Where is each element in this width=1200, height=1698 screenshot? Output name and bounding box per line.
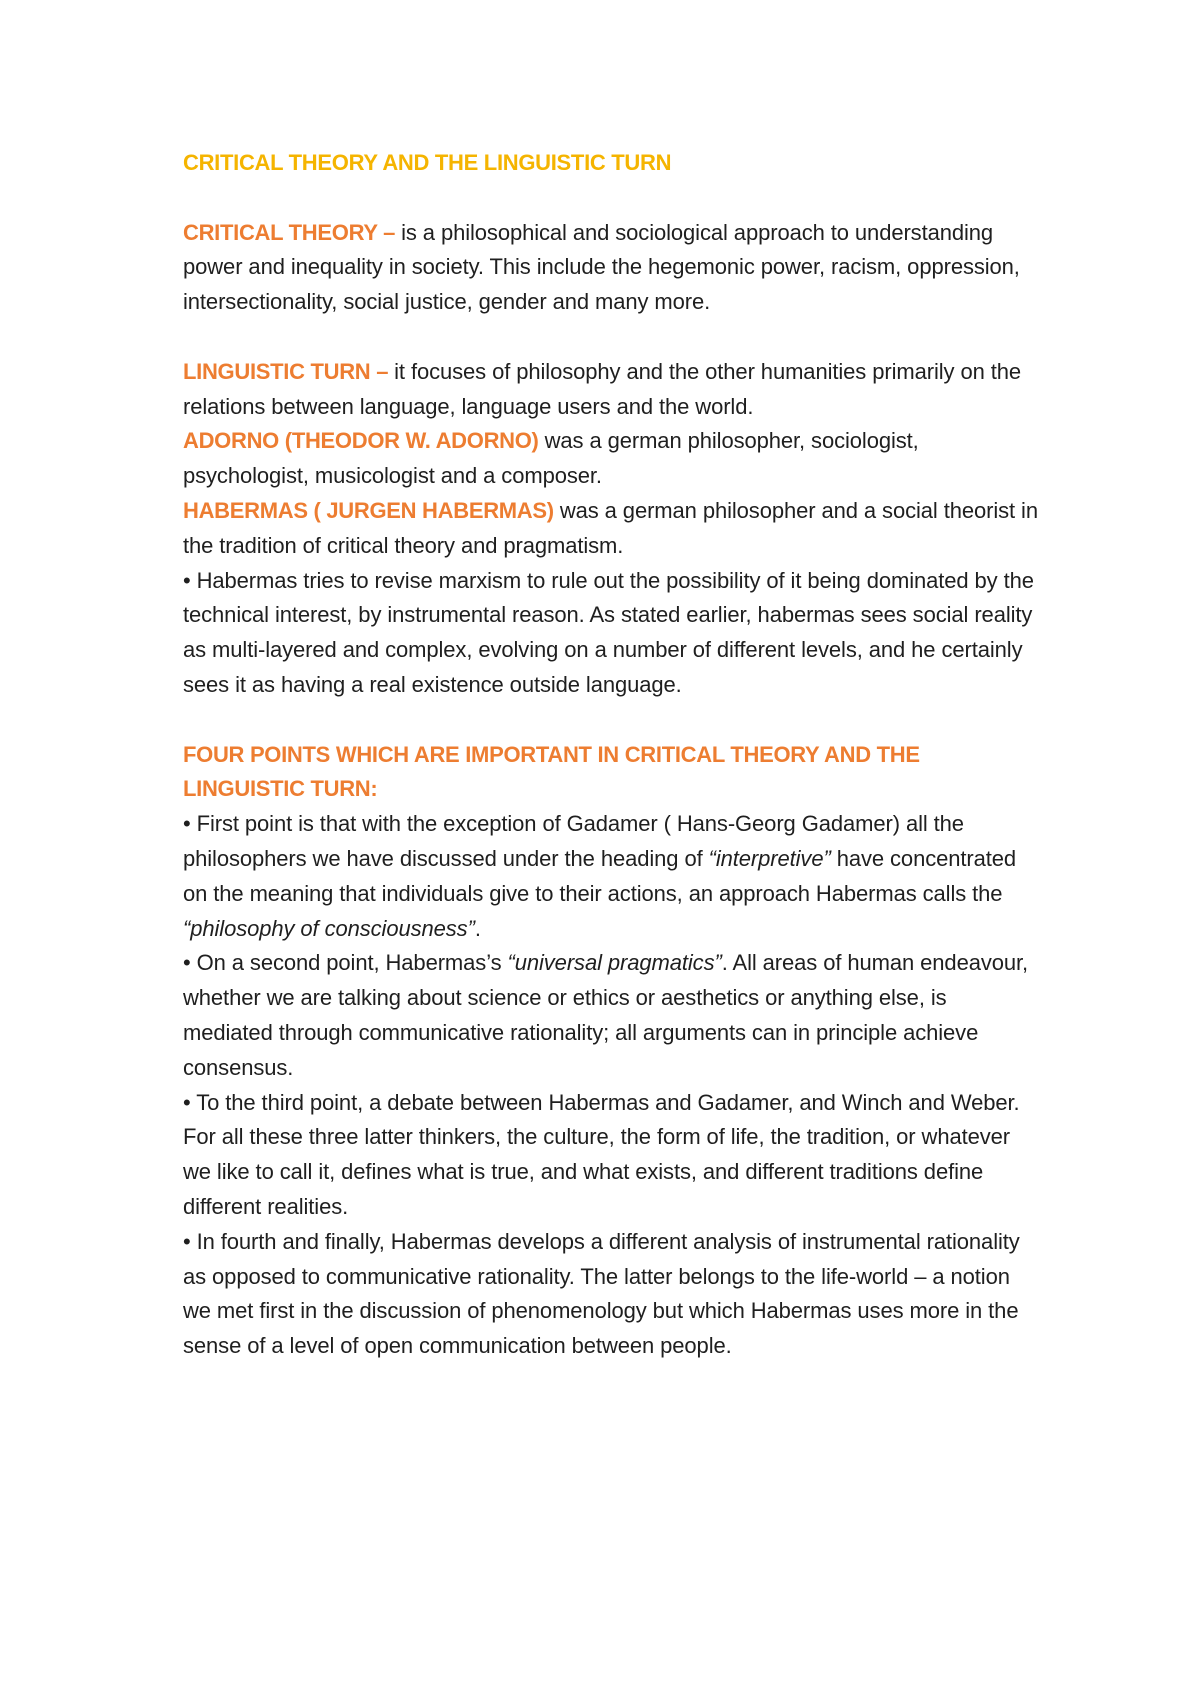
- adorno-term: ADORNO (THEODOR W. ADORNO): [183, 428, 539, 454]
- linguistic-turn-text: it focuses of philosophy and the other humanities primarily on the relations between language, language users and the world.: [183, 358, 1022, 419]
- linguistic-turn-definition: [183, 355, 1040, 425]
- linguistic-turn-term: LINGUISTIC TURN –: [183, 358, 389, 384]
- point-four: • In fourth and finally, Habermas develops a different analysis of instrumental rationality as opposed to communicative rationality. The latter belongs to the life-world – a notion we met first in the discussion of phenomenology but which Habermas uses more in the sense of a level of open communication between people.: [183, 1228, 1020, 1359]
- paragraph-gap: [183, 320, 1040, 355]
- point-one-text: • First point is that with the exception of Gadamer ( Hans-Georg Gadamer) all the philosophers we have discussed under the heading of: [183, 811, 964, 871]
- critical-theory-term: CRITICAL THEORY –: [183, 219, 396, 245]
- point-one-text-continued: have concentrated on the meaning that individuals give to their actions, an approach Habermas calls the: [183, 845, 1017, 906]
- habermas-term: HABERMAS ( JURGEN HABERMAS): [183, 497, 554, 523]
- point-one-period: .: [474, 915, 481, 941]
- page-title: CRITICAL THEORY AND THE LINGUISTIC TURN: [183, 150, 672, 175]
- habermas-text: was a german philosopher and a social theorist in the tradition of critical theory and pragmatism.: [183, 497, 1038, 558]
- four-points-heading: FOUR POINTS WHICH ARE IMPORTANT IN CRITICAL THEORY AND THE LINGUISTIC TURN:: [183, 741, 920, 802]
- critical-theory-definition: [183, 216, 1040, 320]
- paragraph-gap: [183, 703, 1040, 738]
- adorno-definition: [183, 424, 1040, 494]
- point-two: [183, 946, 1040, 1085]
- point-two-text: • On a second point, Habermas’s: [183, 950, 508, 976]
- point-one: [183, 807, 1040, 946]
- point-one-italic-interpretive: “interpretive”: [708, 845, 831, 871]
- point-three: • To the third point, a debate between Habermas and Gadamer, and Winch and Weber. For all these three latter thinkers, the culture, the form of life, the tradition, or whatever we like to call it, defines what is true, and what exists, and different traditions define different realities.: [183, 1089, 1020, 1219]
- critical-theory-text: is a philosophical and sociological approach to understanding power and inequality in society. This include the hegemonic power, racism, oppression, intersectionality, social justice, gender and many more.: [183, 219, 1020, 315]
- point-one-italic-consciousness: “philosophy of consciousness”: [183, 915, 475, 941]
- adorno-text: was a german philosopher, sociologist, psychologist, musicologist and a composer.: [183, 428, 919, 489]
- habermas-bullet: • Habermas tries to revise marxism to rule out the possibility of it being dominated by the technical interest, by instrumental reason. As stated earlier, habermas sees social reality as multi-layered and complex, evolving on a number of different levels, and he certainly sees it as having a real existence outside language.: [183, 567, 1034, 697]
- habermas-definition: [183, 494, 1040, 564]
- point-two-italic-pragmatics: “universal pragmatics”: [507, 950, 722, 976]
- point-two-text-continued: . All areas of human endeavour, whether we are talking about science or ethics or aesthetics or anything else, is mediated through communicative rationality; all arguments can in principle achieve consensus.: [183, 950, 1029, 1080]
